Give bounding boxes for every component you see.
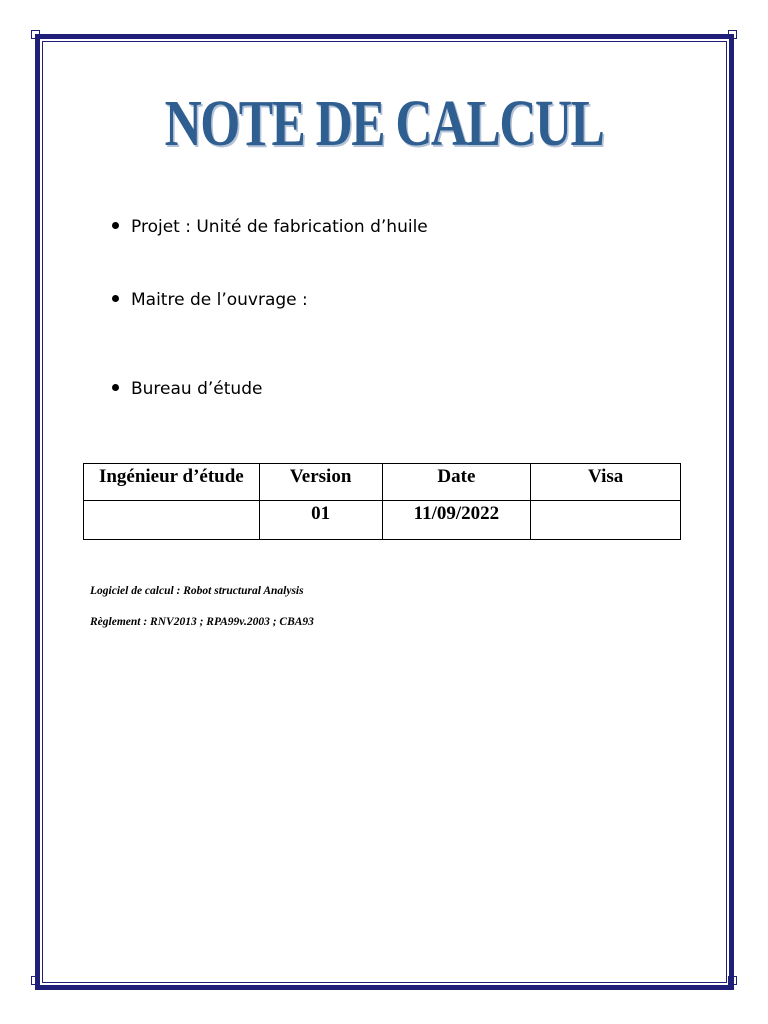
regulation-note: Règlement : RNV2013 ; RPA99v.2003 ; CBA93 bbox=[90, 616, 314, 628]
bullet-icon bbox=[112, 384, 119, 391]
cell-version: 01 bbox=[259, 501, 382, 540]
corner-ornament-bottom-right bbox=[728, 976, 737, 985]
table-header-row bbox=[84, 464, 681, 501]
cell-visa bbox=[531, 501, 681, 540]
list-item-project bbox=[112, 215, 428, 239]
design-office-label: Bureau d’étude bbox=[131, 379, 263, 399]
owner-label: Maitre de l’ouvrage : bbox=[131, 290, 308, 310]
header-engineer: Ingénieur d’étude bbox=[84, 464, 260, 501]
bullet-icon bbox=[112, 295, 119, 302]
header-version: Version bbox=[259, 464, 382, 501]
cell-date: 11/09/2022 bbox=[382, 501, 531, 540]
bullet-icon bbox=[112, 222, 119, 229]
corner-ornament-top-left bbox=[31, 30, 40, 39]
header-date: Date bbox=[382, 464, 531, 501]
table-row bbox=[84, 501, 681, 540]
list-item-owner bbox=[112, 288, 308, 312]
project-label: Projet : Unité de fabrication d’huile bbox=[131, 217, 428, 237]
software-note: Logiciel de calcul : Robot structural Analysis bbox=[90, 585, 304, 597]
document-title: NOTE DE CALCUL bbox=[164, 87, 604, 160]
header-visa: Visa bbox=[531, 464, 681, 501]
list-item-design-office bbox=[112, 377, 262, 401]
approval-table bbox=[83, 463, 681, 540]
corner-ornament-top-right bbox=[728, 30, 737, 39]
cell-engineer bbox=[84, 501, 260, 540]
corner-ornament-bottom-left bbox=[31, 976, 40, 985]
